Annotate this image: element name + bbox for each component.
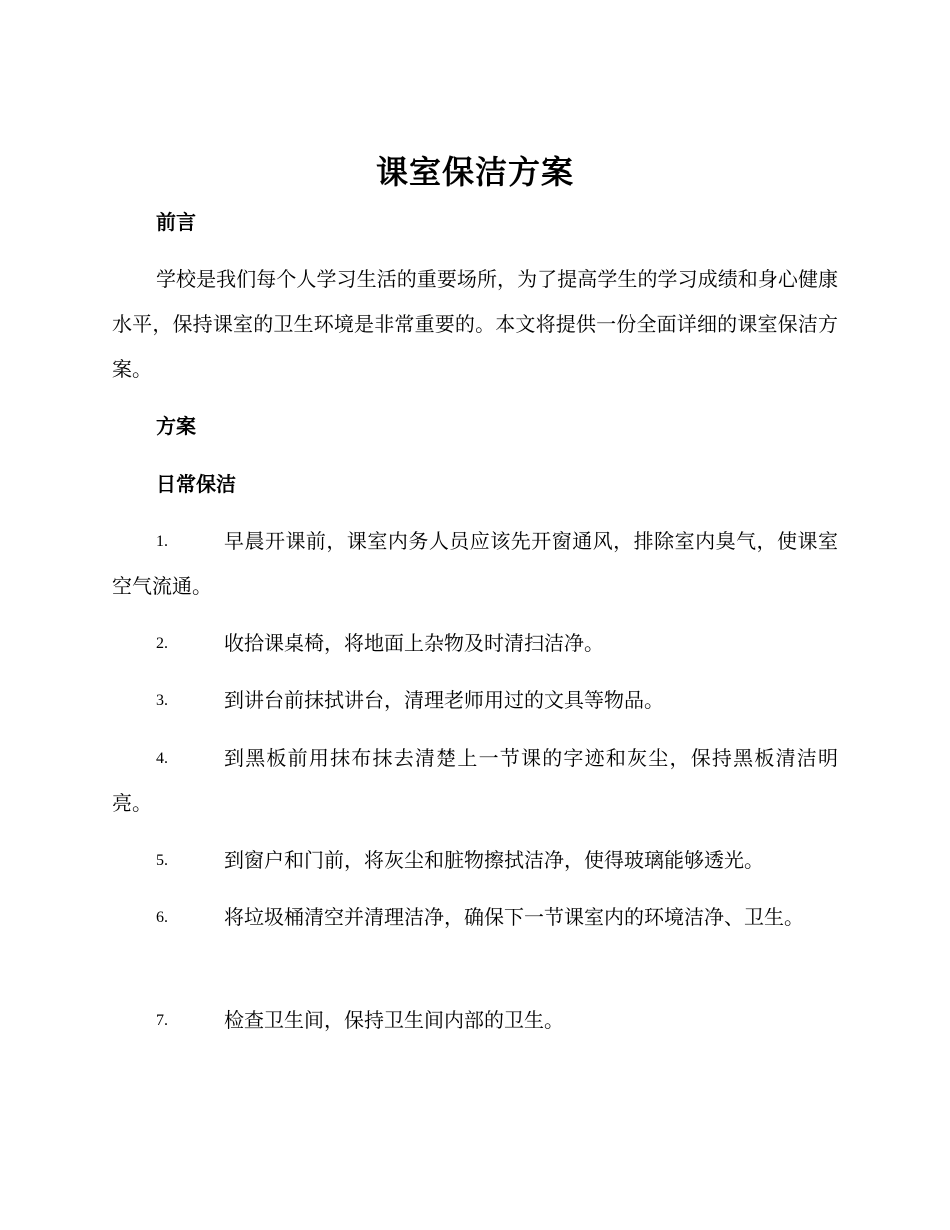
list-item-text: 检查卫生间，保持卫生间内部的卫生。 <box>224 1008 564 1032</box>
list-item <box>112 621 838 666</box>
plan-heading: 方案 <box>156 414 196 438</box>
list-item-number: 5. <box>156 852 168 869</box>
list-item-number: 1. <box>156 533 168 550</box>
list-item <box>112 998 838 1043</box>
list-item <box>112 736 838 826</box>
list-item-number: 4. <box>156 750 168 767</box>
list-item-text: 到黑板前用抹布抹去清楚上一节课的字迹和灰尘，保持黑板清洁明亮。 <box>112 746 838 815</box>
preface-heading: 前言 <box>156 210 196 234</box>
daily-cleaning-heading: 日常保洁 <box>156 472 236 496</box>
document-title: 课室保洁方案 <box>375 153 574 191</box>
list-item-text: 收拾课桌椅，将地面上杂物及时清扫洁净。 <box>224 631 604 655</box>
list-item <box>112 838 838 883</box>
list-item-number: 7. <box>156 1012 168 1029</box>
list-item <box>112 519 838 609</box>
list-item-number: 6. <box>156 909 168 926</box>
list-item-text: 到窗户和门前，将灰尘和脏物擦拭洁净，使得玻璃能够透光。 <box>224 848 764 872</box>
list-item-text: 早晨开课前，课室内务人员应该先开窗通风，排除室内臭气，使课室空气流通。 <box>112 529 838 598</box>
list-item-text: 到讲台前抹拭讲台，清理老师用过的文具等物品。 <box>224 688 664 712</box>
list-item <box>112 678 838 723</box>
preface-paragraph: 学校是我们每个人学习生活的重要场所，为了提高学生的学习成绩和身心健康水平，保持课室的卫生环境是非常重要的。本文将提供一份全面详细的课室保洁方案。 <box>112 267 838 381</box>
list-item-number: 3. <box>156 692 168 709</box>
list-item-number: 2. <box>156 635 168 652</box>
list-item-text: 将垃圾桶清空并清理洁净，确保下一节课室内的环境洁净、卫生。 <box>224 905 804 929</box>
list-item <box>112 895 838 940</box>
